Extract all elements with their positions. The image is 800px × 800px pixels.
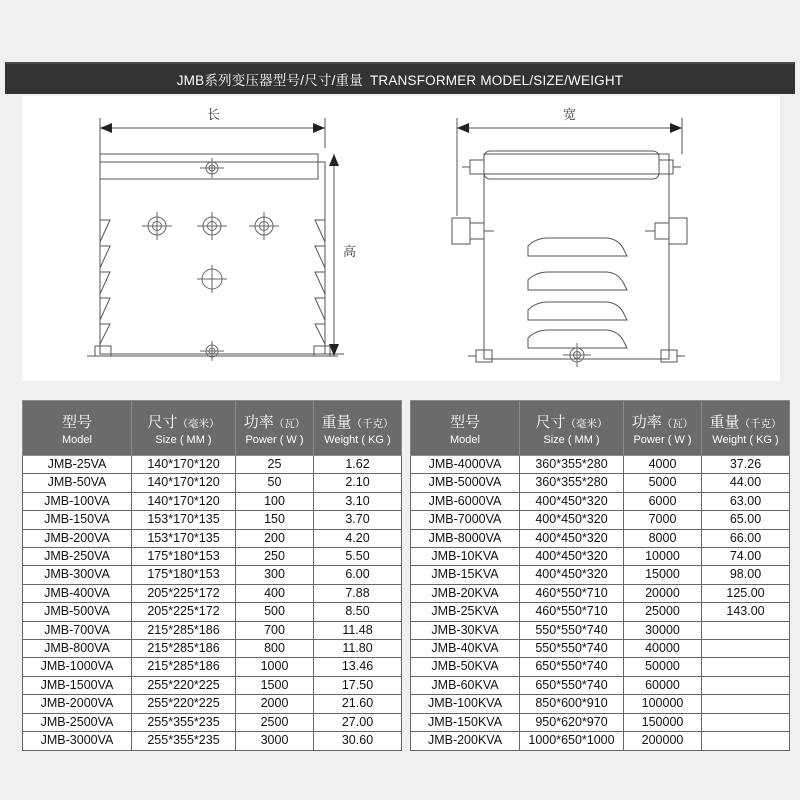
cell-power: 50000 [624,658,702,676]
table-row [411,640,790,658]
header-power-en: Power ( W ) [633,433,692,446]
cell-size: 255*220*225 [132,695,236,713]
cell-size: 140*170*120 [132,456,236,474]
header-weight-cn: 重量（千克） [321,413,394,431]
cell-model: JMB-40KVA [411,640,520,658]
cell-model: JMB-1000VA [23,658,132,676]
table-row [411,548,790,566]
cell-weight: 3.70 [314,511,402,529]
cell-size: 850*600*910 [520,695,624,713]
cell-model: JMB-100KVA [411,695,520,713]
cell-model: JMB-25KVA [411,603,520,621]
spec-table-right [410,400,790,751]
header-weight-en: Weight ( KG ) [324,433,391,446]
cell-model: JMB-50KVA [411,658,520,676]
banner-title [177,69,624,89]
header-power-en: Power ( W ) [245,433,304,446]
cell-size: 360*355*280 [520,474,624,492]
table-body-left [23,456,402,751]
cell-weight: 3.10 [314,492,402,510]
table-row [23,676,402,694]
cell-power: 700 [236,621,314,639]
table-row [23,640,402,658]
cell-model: JMB-2500VA [23,713,132,731]
cell-model: JMB-800VA [23,640,132,658]
cell-model: JMB-50VA [23,474,132,492]
table-row [411,566,790,584]
table-row [411,511,790,529]
table-row [23,713,402,731]
table-row [23,529,402,547]
header-size-cn: 尺寸（毫米） [535,413,608,431]
cell-power: 30000 [624,621,702,639]
header-model-cn: 型号 [449,413,480,431]
cell-weight: 6.00 [314,566,402,584]
cell-power: 250 [236,548,314,566]
cell-power: 800 [236,640,314,658]
cell-size: 205*225*172 [132,584,236,602]
cell-size: 255*220*225 [132,676,236,694]
title-banner [5,62,795,94]
table-row [23,474,402,492]
cell-weight: 4.20 [314,529,402,547]
cell-weight: 30.60 [314,732,402,750]
cell-size: 360*355*280 [520,456,624,474]
cell-size: 140*170*120 [132,492,236,510]
cell-size: 650*550*740 [520,676,624,694]
cell-power: 25000 [624,603,702,621]
cell-weight [702,732,790,750]
cell-model: JMB-100VA [23,492,132,510]
header-weight [314,401,402,456]
cell-model: JMB-700VA [23,621,132,639]
cell-model: JMB-150KVA [411,713,520,731]
cell-power: 200000 [624,732,702,750]
header-model-en: Model [450,433,480,446]
table-row [23,456,402,474]
header-row [411,401,790,456]
banner-title-cn: JMB系列变压器型号/尺寸/重量 [176,73,363,88]
cell-model: JMB-5000VA [411,474,520,492]
cell-power: 60000 [624,676,702,694]
cell-size: 400*450*320 [520,511,624,529]
terminal-markers [563,343,591,367]
cell-weight: 37.26 [702,456,790,474]
cell-weight: 66.00 [702,529,790,547]
cell-size: 140*170*120 [132,474,236,492]
cell-weight: 21.60 [314,695,402,713]
header-size-cn: 尺寸（毫米） [147,413,220,431]
cell-power: 2500 [236,713,314,731]
header-model [23,401,132,456]
cell-power: 150000 [624,713,702,731]
cell-model: JMB-150VA [23,511,132,529]
table-row [23,548,402,566]
cell-power: 40000 [624,640,702,658]
cell-model: JMB-25VA [23,456,132,474]
diagram-panel [22,96,780,381]
header-power-cn: 功率（瓦） [243,413,306,431]
cell-model: JMB-200VA [23,529,132,547]
table-body-right [411,456,790,751]
header-power-cn: 功率（瓦） [631,413,694,431]
cell-model: JMB-300VA [23,566,132,584]
spec-table-left [22,400,402,751]
cell-weight: 74.00 [702,548,790,566]
cell-size: 460*550*710 [520,603,624,621]
table-row [411,603,790,621]
dimension-arrow-left [457,123,469,133]
header-size [132,401,236,456]
cell-power: 1000 [236,658,314,676]
cell-power: 7000 [624,511,702,529]
header-power [236,401,314,456]
header-power [624,401,702,456]
cell-power: 20000 [624,584,702,602]
header-weight [702,401,790,456]
cell-weight: 17.50 [314,676,402,694]
cell-size: 175*180*153 [132,548,236,566]
cell-model: JMB-30KVA [411,621,520,639]
cell-model: JMB-15KVA [411,566,520,584]
table-row [23,603,402,621]
cell-weight [702,713,790,731]
cell-weight [702,621,790,639]
cell-weight: 63.00 [702,492,790,510]
banner-title-en: TRANSFORMER MODEL/SIZE/WEIGHT [369,73,624,88]
cell-weight [702,658,790,676]
spec-tables [22,400,780,751]
dimension-arrow-right [313,123,325,133]
table-row [411,732,790,750]
table-row [23,621,402,639]
header-size [520,401,624,456]
table-row [411,695,790,713]
cell-weight: 143.00 [702,603,790,621]
width-dimension-label: 宽 [560,104,579,123]
header-row [23,401,402,456]
cell-power: 25 [236,456,314,474]
cell-power: 8000 [624,529,702,547]
table-row [411,584,790,602]
table-row [411,474,790,492]
cell-weight: 98.00 [702,566,790,584]
cell-size: 255*355*235 [132,713,236,731]
cell-power: 2000 [236,695,314,713]
front-view-drawing [82,96,422,381]
header-size-en: Size ( MM ) [543,433,600,446]
cell-size: 153*170*135 [132,511,236,529]
cell-weight: 1.62 [314,456,402,474]
cell-power: 500 [236,603,314,621]
cell-weight: 125.00 [702,584,790,602]
cell-model: JMB-10KVA [411,548,520,566]
cell-power: 200 [236,529,314,547]
table-row [23,492,402,510]
cell-weight: 13.46 [314,658,402,676]
cell-size: 950*620*970 [520,713,624,731]
table-header-right [411,401,790,456]
table-row [411,676,790,694]
cell-model: JMB-4000VA [411,456,520,474]
cell-model: JMB-200KVA [411,732,520,750]
cell-size: 153*170*135 [132,529,236,547]
length-dimension-label: 长 [204,104,223,123]
cell-size: 550*550*740 [520,640,624,658]
cell-size: 460*550*710 [520,584,624,602]
cell-model: JMB-250VA [23,548,132,566]
cell-size: 215*285*186 [132,640,236,658]
dimension-arrow-top [329,154,339,166]
table-row [411,658,790,676]
cell-power: 100 [236,492,314,510]
cell-weight: 65.00 [702,511,790,529]
header-size-en: Size ( MM ) [155,433,212,446]
cell-model: JMB-7000VA [411,511,520,529]
cell-power: 4000 [624,456,702,474]
table-row [23,566,402,584]
cell-size: 175*180*153 [132,566,236,584]
header-model-cn: 型号 [61,413,92,431]
cell-power: 3000 [236,732,314,750]
cell-size: 400*450*320 [520,548,624,566]
dimension-arrow-left [100,123,112,133]
cell-size: 255*355*235 [132,732,236,750]
cell-power: 1500 [236,676,314,694]
cell-power: 300 [236,566,314,584]
header-model [411,401,520,456]
cell-power: 10000 [624,548,702,566]
cell-model: JMB-2000VA [23,695,132,713]
cell-power: 50 [236,474,314,492]
cell-model: JMB-500VA [23,603,132,621]
header-weight-en: Weight ( KG ) [712,433,779,446]
cell-model: JMB-1500VA [23,676,132,694]
table-row [23,511,402,529]
cell-size: 400*450*320 [520,492,624,510]
cell-weight: 11.80 [314,640,402,658]
table-row [23,732,402,750]
table-row [411,621,790,639]
table-row [23,658,402,676]
cell-weight [702,695,790,713]
cell-model: JMB-8000VA [411,529,520,547]
cell-weight: 44.00 [702,474,790,492]
cell-size: 215*285*186 [132,658,236,676]
table-row [23,584,402,602]
cell-weight: 8.50 [314,603,402,621]
cell-size: 1000*650*1000 [520,732,624,750]
table-row [411,529,790,547]
cell-size: 205*225*172 [132,603,236,621]
cell-size: 215*285*186 [132,621,236,639]
table-row [411,713,790,731]
cell-weight: 11.48 [314,621,402,639]
terminal-markers [142,158,279,361]
cell-power: 6000 [624,492,702,510]
cell-weight: 7.88 [314,584,402,602]
cell-size: 650*550*740 [520,658,624,676]
header-weight-cn: 重量（千克） [709,413,782,431]
side-view-diagram [432,96,772,381]
cell-power: 5000 [624,474,702,492]
cell-size: 550*550*740 [520,621,624,639]
cell-model: JMB-60KVA [411,676,520,694]
dimension-arrow-right [670,123,682,133]
cell-weight: 2.10 [314,474,402,492]
cell-model: JMB-400VA [23,584,132,602]
height-dimension-label: 高 [340,241,359,260]
cell-size: 400*450*320 [520,529,624,547]
cell-weight [702,640,790,658]
cell-weight: 5.50 [314,548,402,566]
table-row [411,492,790,510]
cell-power: 150 [236,511,314,529]
table-row [411,456,790,474]
cell-power: 15000 [624,566,702,584]
side-view-drawing [432,96,772,381]
cell-power: 400 [236,584,314,602]
table-row [23,695,402,713]
cell-weight [702,676,790,694]
cell-size: 400*450*320 [520,566,624,584]
cell-model: JMB-20KVA [411,584,520,602]
cell-model: JMB-6000VA [411,492,520,510]
header-model-en: Model [62,433,92,446]
cell-power: 100000 [624,695,702,713]
front-view-diagram [82,96,422,381]
table-header-left [23,401,402,456]
cell-model: JMB-3000VA [23,732,132,750]
cell-weight: 27.00 [314,713,402,731]
